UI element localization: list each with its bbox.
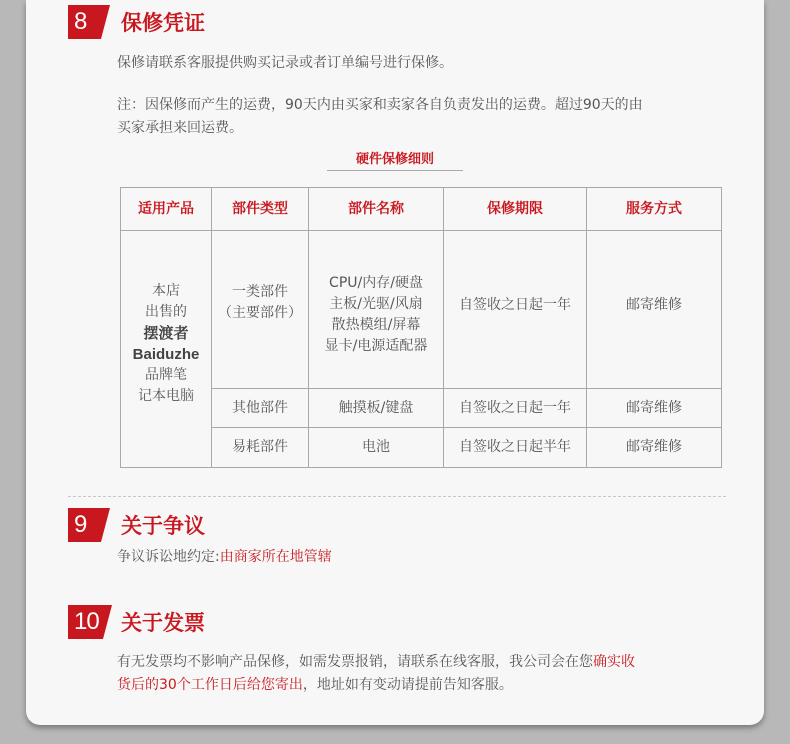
table-cell-part-type: 其他部件 [232, 399, 288, 416]
column-header-product: 适用产品 [138, 200, 194, 217]
warranty-note-line-2: 买家承担来回运费。 [117, 120, 243, 136]
table-cell-period: 自签收之日起一年 [459, 399, 571, 416]
section-title: 关于发票 [121, 611, 205, 635]
column-header-part-name: 部件名称 [348, 200, 404, 217]
product-brand-cn: 摆渡者 [143, 324, 189, 342]
table-cell-part-names: 触摸板/键盘 [338, 399, 414, 416]
section-number-badge: 10 [68, 605, 103, 639]
table-cell-part-names: 电池 [362, 439, 390, 455]
part-name: 主板/光驱/风扇 [329, 295, 423, 312]
table-title: 硬件保修细则 [355, 152, 434, 167]
dispute-text-prefix: 争议诉讼地约定: [117, 549, 220, 565]
table-cell-period: 自签收之日起一年 [459, 297, 571, 313]
invoice-text: ，地址如有变动请提前告知客服。 [302, 677, 513, 693]
product-line: 品牌笔 [145, 367, 187, 383]
product-brand-en: Baiduzhe [132, 346, 200, 363]
table-cell-part-type: 易耗部件 [232, 439, 288, 455]
part-type-sublabel: （主要部件） [218, 304, 302, 321]
part-name: CPU/内存/硬盘 [329, 274, 423, 291]
section-number-badge: 9 [68, 508, 101, 542]
section-10-header [68, 605, 205, 639]
section-number-badge: 8 [68, 5, 101, 39]
part-name: 散热模组/屏幕 [331, 316, 421, 333]
part-type-label: 一类部件 [232, 283, 288, 300]
invoice-highlight: 货后的30个工作日后给您寄出 [117, 677, 303, 693]
warranty-instruction: 保修请联系客服提供购买记录或者订单编号进行保修。 [117, 55, 453, 71]
invoice-text: 有无发票均不影响产品保修，如需发票报销，请联系在线客服，我公司会在您 [117, 654, 593, 670]
section-8-header [68, 5, 205, 39]
column-header-service-method: 服务方式 [626, 200, 682, 217]
column-header-part-type: 部件类型 [232, 200, 288, 217]
warranty-note-line-1: 注：因保修而产生的运费，90天内由买家和卖家各自负责发出的运费。超过90天的由 [117, 97, 643, 113]
table-cell-part-type [212, 231, 308, 388]
warranty-table [120, 187, 722, 468]
section-9-header [68, 508, 205, 542]
product-line: 本店 [152, 283, 180, 299]
table-cell-part-names [309, 231, 443, 388]
product-line: 记本电脑 [138, 388, 194, 404]
section-divider [68, 496, 726, 497]
table-cell-service: 邮寄维修 [626, 297, 682, 313]
section-title: 保修凭证 [121, 11, 205, 35]
invoice-highlight: 确实收 [593, 654, 635, 670]
table-cell-service: 邮寄维修 [626, 439, 682, 455]
table-title-underline [327, 170, 463, 171]
invoice-text-line-1 [117, 650, 635, 674]
invoice-text-line-2 [117, 673, 513, 697]
column-header-warranty-period: 保修期限 [487, 200, 543, 217]
table-cell-period: 自签收之日起半年 [459, 439, 571, 455]
table-cell-service: 邮寄维修 [626, 399, 682, 416]
section-title: 关于争议 [121, 514, 205, 538]
part-name: 显卡/电源适配器 [324, 337, 428, 354]
dispute-jurisdiction: 由商家所在地管辖 [219, 549, 332, 565]
product-line: 出售的 [145, 304, 187, 320]
product-cell [121, 231, 211, 467]
dispute-text [117, 545, 332, 569]
